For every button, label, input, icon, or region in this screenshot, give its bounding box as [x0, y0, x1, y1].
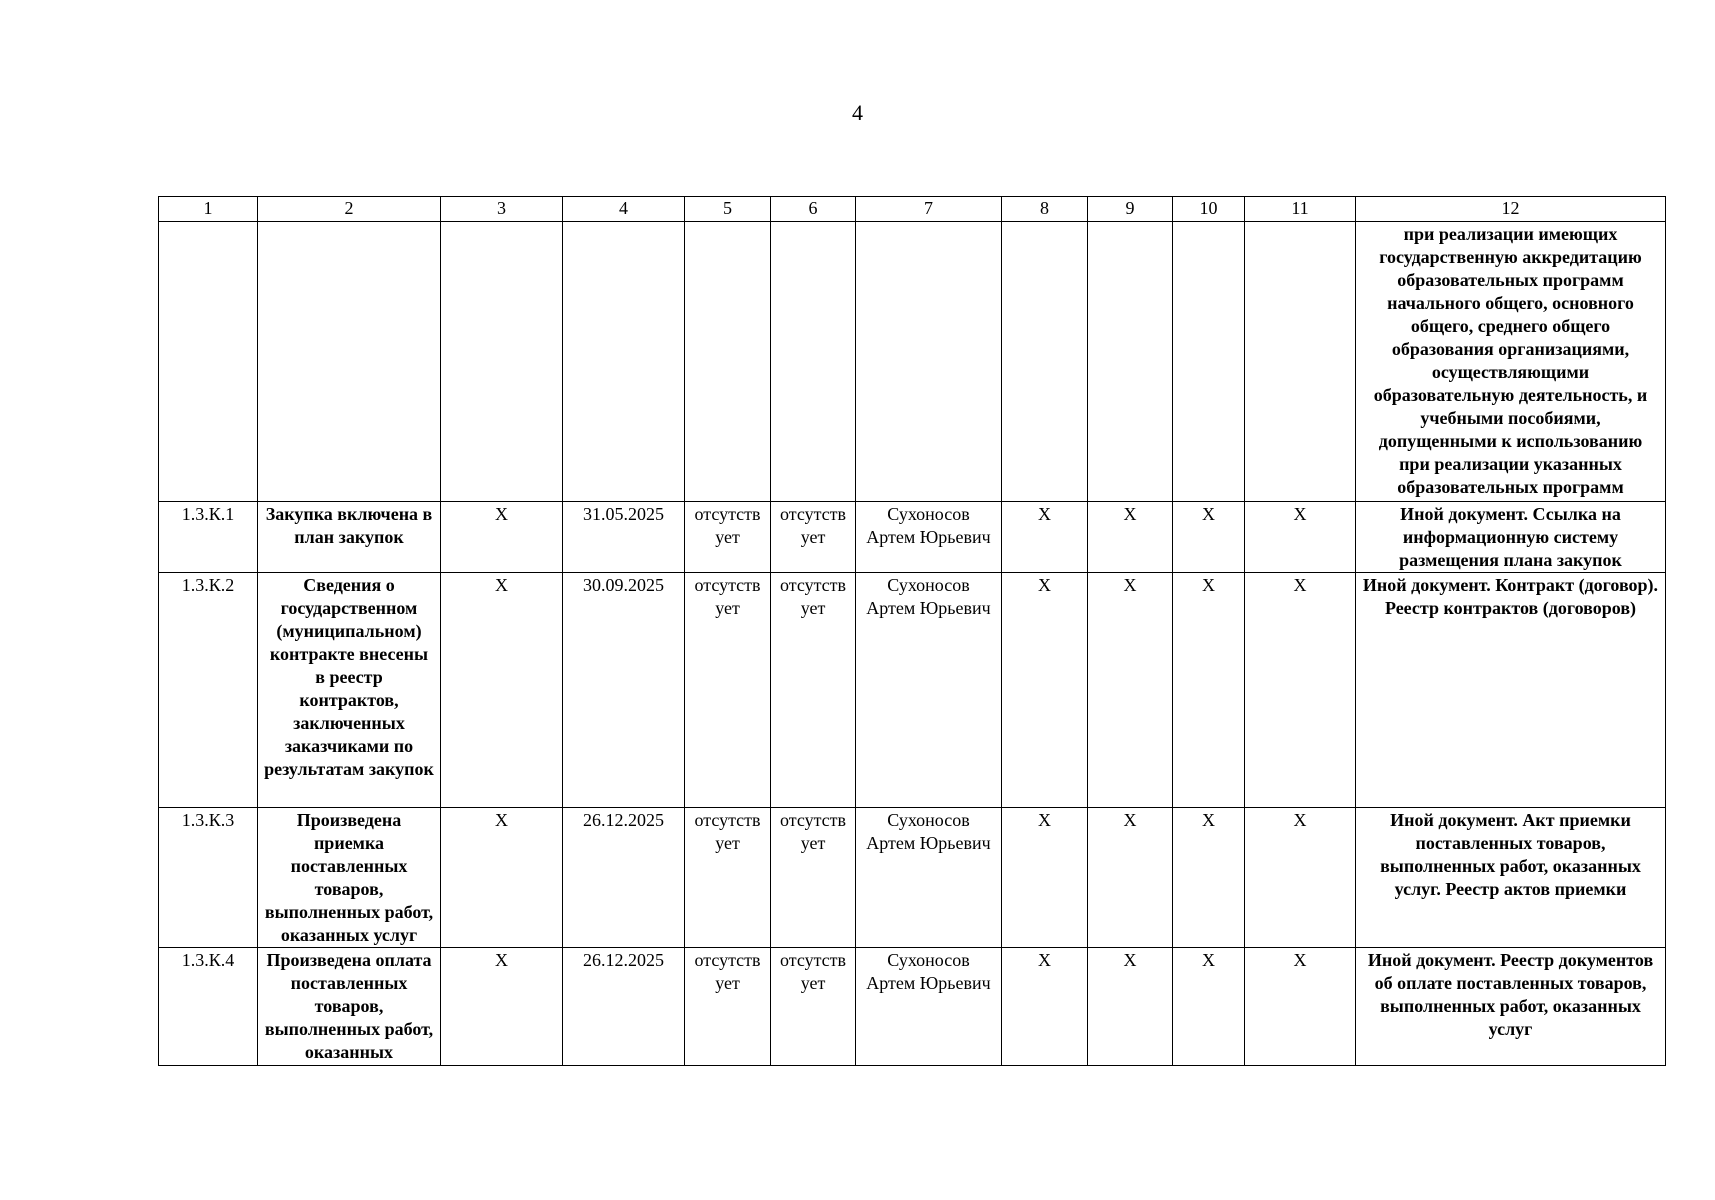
table-cell	[159, 222, 258, 502]
column-header: 9	[1088, 197, 1173, 222]
row-mark: X	[1088, 808, 1173, 948]
column-header: 7	[856, 197, 1002, 222]
column-header: 11	[1245, 197, 1356, 222]
column-header: 6	[771, 197, 856, 222]
row-document: Иной документ. Реестр документов об оплате поставленных товаров, выполненных работ, оказанных услуг	[1356, 948, 1666, 1066]
row-date: 31.05.2025	[563, 502, 685, 573]
row-date: 26.12.2025	[563, 808, 685, 948]
row-mark: X	[1173, 573, 1245, 808]
column-header: 12	[1356, 197, 1666, 222]
column-header: 4	[563, 197, 685, 222]
row-code: 1.3.К.2	[159, 573, 258, 808]
row-responsible: Сухоносов Артем Юрьевич	[856, 808, 1002, 948]
row-mark: X	[1088, 948, 1173, 1066]
header-row	[159, 197, 1666, 222]
table-cell	[258, 222, 441, 502]
row-responsible: Сухоносов Артем Юрьевич	[856, 502, 1002, 573]
row-mark: X	[1002, 808, 1088, 948]
row-status: отсутствует	[771, 948, 856, 1066]
row-status: отсутствует	[685, 808, 771, 948]
row-mark: X	[1002, 948, 1088, 1066]
row-code: 1.3.К.4	[159, 948, 258, 1066]
row-responsible: Сухоносов Артем Юрьевич	[856, 573, 1002, 808]
table-cell	[771, 222, 856, 502]
row-mark: X	[1173, 948, 1245, 1066]
page-number: 4	[852, 100, 863, 125]
row-status: отсутствует	[685, 948, 771, 1066]
row-mark: X	[1002, 573, 1088, 808]
row-mark: X	[1173, 502, 1245, 573]
column-header: 10	[1173, 197, 1245, 222]
row-document: Иной документ. Контракт (договор). Реестр контрактов (договоров)	[1356, 573, 1666, 808]
table-cell	[1245, 222, 1356, 502]
row-mark: X	[441, 573, 563, 808]
row-event: Закупка включена в план закупок	[258, 502, 441, 573]
row-responsible: Сухоносов Артем Юрьевич	[856, 948, 1002, 1066]
column-header: 2	[258, 197, 441, 222]
row-status: отсутствует	[771, 808, 856, 948]
row-mark: X	[1088, 573, 1173, 808]
row-event: Произведена приемка поставленных товаров, выполненных работ, оказанных услуг	[258, 808, 441, 948]
row-mark: X	[1088, 502, 1173, 573]
plan-table	[158, 196, 1666, 1066]
row-mark: X	[1245, 808, 1356, 948]
table-cell	[441, 222, 563, 502]
table-cell	[1002, 222, 1088, 502]
row-mark: X	[1245, 948, 1356, 1066]
row-event: Произведена оплата поставленных товаров, выполненных работ, оказанных	[258, 948, 441, 1066]
row-date: 26.12.2025	[563, 948, 685, 1066]
table-cell	[1088, 222, 1173, 502]
row-event: Сведения о государственном (муниципальном) контракте внесены в реестр контрактов, заключенных заказчиками по результатам закупок	[258, 573, 441, 808]
row-mark: X	[441, 948, 563, 1066]
row-status: отсутствует	[771, 573, 856, 808]
table-row	[159, 573, 1666, 808]
row-document: Иной документ. Акт приемки поставленных товаров, выполненных работ, оказанных услуг. Реестр актов приемки	[1356, 808, 1666, 948]
row-status: отсутствует	[685, 573, 771, 808]
column-header: 3	[441, 197, 563, 222]
column-header: 1	[159, 197, 258, 222]
row-date: 30.09.2025	[563, 573, 685, 808]
row-document: Иной документ. Ссылка на информационную систему размещения плана закупок	[1356, 502, 1666, 573]
table-cell	[856, 222, 1002, 502]
table-cell	[1173, 222, 1245, 502]
row-status: отсутствует	[771, 502, 856, 573]
row-mark: X	[1173, 808, 1245, 948]
table-row	[159, 948, 1666, 1066]
continuation-row	[159, 222, 1666, 502]
row-code: 1.3.К.3	[159, 808, 258, 948]
row-status: отсутствует	[685, 502, 771, 573]
table-cell	[563, 222, 685, 502]
table-row	[159, 502, 1666, 573]
row-code: 1.3.К.1	[159, 502, 258, 573]
row-mark: X	[1245, 502, 1356, 573]
row-mark: X	[441, 502, 563, 573]
row-mark: X	[1002, 502, 1088, 573]
column-header: 8	[1002, 197, 1088, 222]
table-row	[159, 808, 1666, 948]
table-cell	[685, 222, 771, 502]
continuation-text: при реализации имеющих государственную аккредитацию образовательных программ начального общего, основного общего, среднего общего образования организациями, осуществляющими образовательную деятельность, и учебными пособиями, допущенными к использованию при реализации указанных образовательных программ	[1356, 222, 1666, 502]
row-mark: X	[441, 808, 563, 948]
column-header: 5	[685, 197, 771, 222]
row-mark: X	[1245, 573, 1356, 808]
